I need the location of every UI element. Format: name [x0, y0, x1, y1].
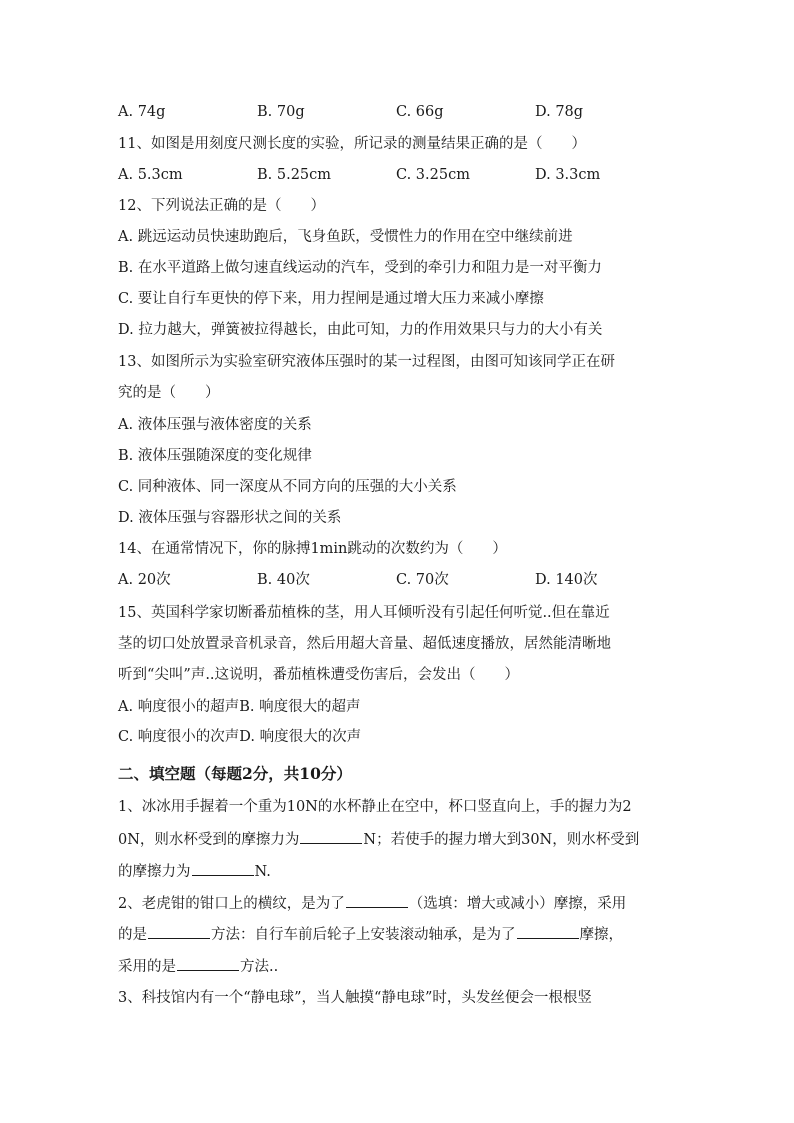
q13-option-b[interactable]: B. 液体压强随深度的变化规律 [118, 448, 312, 464]
fill2-blank-4[interactable] [177, 956, 239, 971]
fill1-line3-text-b: N. [254, 864, 271, 880]
fill2-line3-text-a: 采用的是 [118, 959, 176, 975]
q13-option-c[interactable]: C. 同种液体、同一深度从不同方向的压强的大小关系 [118, 479, 457, 495]
fill2-line1-text-b: （选填：增大或减小）摩擦，采用 [408, 896, 627, 912]
fill1-blank-2[interactable] [192, 861, 254, 876]
fill2-line2 [118, 924, 623, 945]
fill2-blank-3[interactable] [517, 924, 579, 939]
q12-option-b[interactable]: B. 在水平道路上做匀速直线运动的汽车，受到的牵引力和阻力是一对平衡力 [118, 260, 602, 276]
fill2-line3-text-b: 方法.. [240, 959, 279, 975]
q12-option-c[interactable]: C. 要让自行车更快的停下来，用力捏闸是通过增大压力来减小摩擦 [118, 291, 544, 307]
q13-option-d[interactable]: D. 液体压强与容器形状之间的关系 [118, 510, 342, 526]
fill3-line1: 3、科技馆内有一个“静电球”，当人触摸“静电球”时，头发丝便会一根根竖 [118, 990, 592, 1006]
q10-option-d[interactable]: D. 78g [535, 104, 584, 120]
q11-option-b[interactable]: B. 5.25cm [257, 167, 332, 183]
fill2-line3 [118, 956, 278, 977]
q11-option-a[interactable]: A. 5.3cm [118, 167, 183, 183]
q15-stem-line3: 听到“尖叫”声..这说明，番茄植株遭受伤害后，会发出（ ） [118, 667, 520, 683]
section-title-fill-in: 二、填空题（每题2分，共10分） [118, 764, 352, 783]
q12-stem: 12、下列说法正确的是（ ） [118, 198, 325, 214]
fill1-line3-text-a: 的摩擦力为 [118, 864, 191, 880]
fill2-line2-text-a: 的是 [118, 927, 147, 943]
fill2-line1-text-a: 2、老虎钳的钳口上的横纹，是为了 [118, 896, 345, 912]
q10-option-a[interactable]: A. 74g [118, 104, 166, 120]
fill2-line1 [118, 893, 626, 914]
fill2-blank-1[interactable] [346, 893, 408, 908]
q11-option-c[interactable]: C. 3.25cm [396, 167, 470, 183]
fill1-line2 [118, 829, 639, 850]
fill1-line2-text-b: N；若使手的握力增大到30N，则水杯受到 [363, 832, 640, 848]
fill2-line2-text-b: 方法：自行车前后轮子上安装滚动轴承，是为了 [211, 927, 516, 943]
q15-stem-line2: 茎的切口处放置录音机录音，然后用超大音量、超低速度播放，居然能清晰地 [118, 636, 611, 652]
fill1-line3 [118, 861, 271, 882]
q11-option-d[interactable]: D. 3.3cm [535, 167, 601, 183]
q12-option-a[interactable]: A. 跳远运动员快速助跑后，飞身鱼跃，受惯性力的作用在空中继续前进 [118, 229, 573, 245]
q14-option-d[interactable]: D. 140次 [535, 572, 598, 588]
q14-stem: 14、在通常情况下，你的脉搏1min跳动的次数约为（ ） [118, 541, 507, 557]
q14-option-c[interactable]: C. 70次 [396, 572, 449, 588]
q13-option-a[interactable]: A. 液体压强与液体密度的关系 [118, 417, 312, 433]
q14-option-a[interactable]: A. 20次 [118, 572, 171, 588]
q10-option-b[interactable]: B. 70g [257, 104, 305, 120]
fill1-line2-text-a: 0N，则水杯受到的摩擦力为 [118, 832, 300, 848]
q11-stem: 11、如图是用刻度尺测长度的实验，所记录的测量结果正确的是（ ） [118, 136, 586, 152]
q12-option-d[interactable]: D. 拉力越大，弹簧被拉得越长，由此可知，力的作用效果只与力的大小有关 [118, 322, 603, 338]
fill2-blank-2[interactable] [148, 924, 210, 939]
q13-stem-line2: 究的是（ ） [118, 385, 220, 401]
fill1-line1: 1、冰冰用手握着一个重为10N的水杯静止在空中，杯口竖直向上，手的握力为2 [118, 799, 632, 815]
q15-options-cd[interactable]: C. 响度很小的次声D. 响度很大的次声 [118, 729, 362, 745]
q14-option-b[interactable]: B. 40次 [257, 572, 310, 588]
fill2-line2-text-c: 摩擦， [579, 927, 623, 943]
fill1-blank-1[interactable] [300, 829, 362, 844]
q15-stem-line1: 15、英国科学家切断番茄植株的茎，用人耳倾听没有引起任何听觉..但在靠近 [118, 605, 610, 621]
q15-options-ab[interactable]: A. 响度很小的超声B. 响度很大的超声 [118, 699, 361, 715]
q13-stem-line1: 13、如图所示为实验室研究液体压强时的某一过程图，由图可知该同学正在研 [118, 354, 615, 370]
q10-option-c[interactable]: C. 66g [396, 104, 444, 120]
